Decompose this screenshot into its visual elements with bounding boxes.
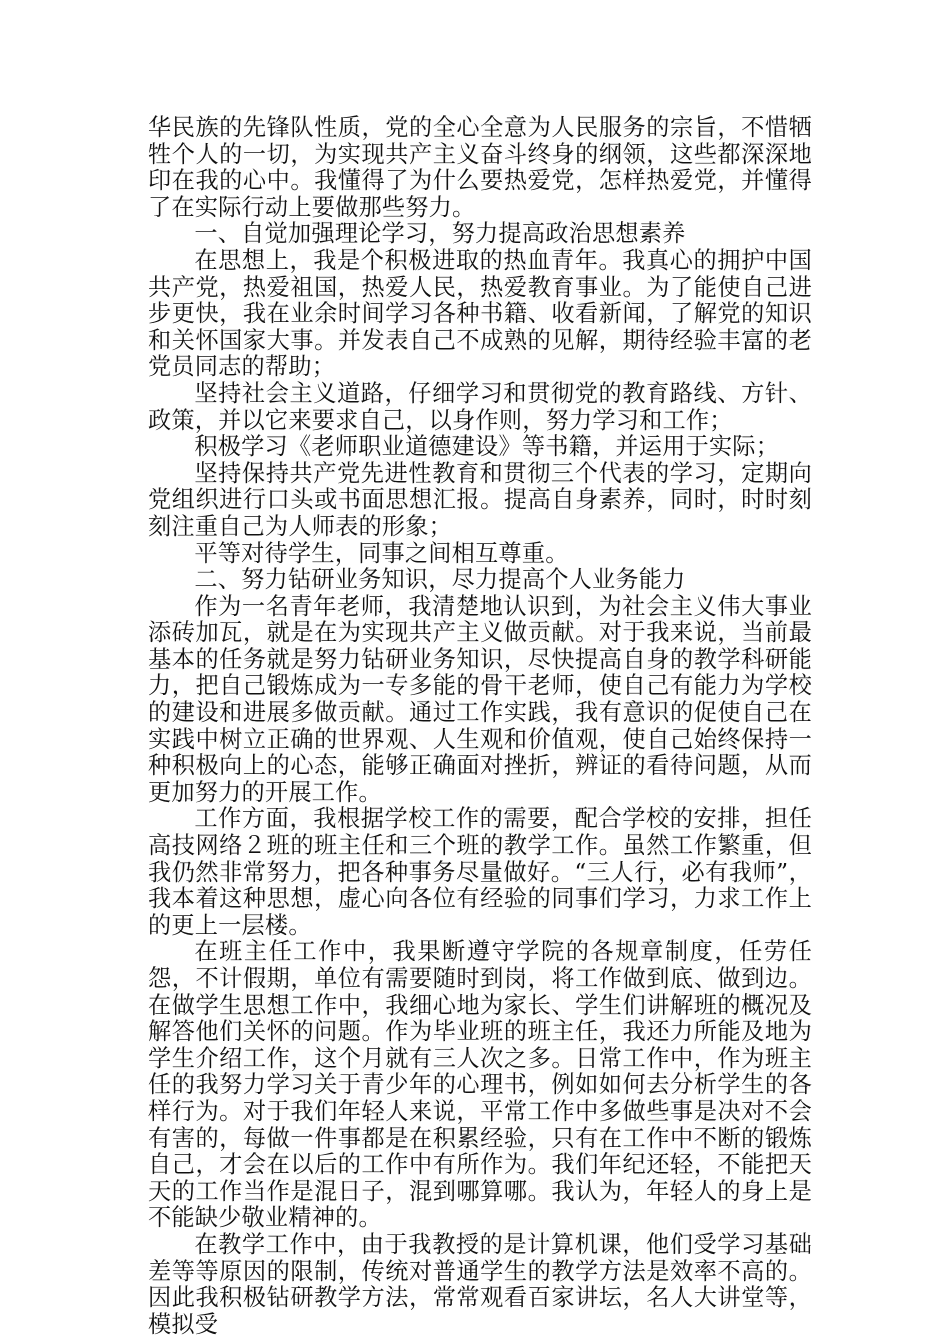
document-page (148, 115, 812, 1338)
paragraph-3: 坚持社会主义道路，仔细学习和贯彻党的教育路线、方针、政策，并以它来要求自己，以身作则，努力学习和工作； (148, 379, 812, 434)
paragraph-9: 在班主任工作中，我果断遵守学院的各规章制度，任劳任怨，不计假期，单位有需要随时到岗，将工作做到底、做到边。在做学生思想工作中，我细心地为家长、学生们讲解班的概况及解答他们关怀的问题。作为毕业班的班主任，我还力所能及地为学生介绍工作，这个月就有三人次之多。日常工作中，作为班主任的我努力学习关于青少年的心理书，例如如何去分析学生的各样行为。对于我们年轻人来说，平常工作中多做些事是决对不会有害的，每做一件事都是在积累经验，只有在工作中不断的锻炼自己，才会在以后的工作中有所作为。我们年纪还轻，不能把天天的工作当作是混日子，混到哪算哪。我认为，年轻人的身上是不能缺少敬业精神的。 (148, 938, 812, 1232)
paragraph-1: 华民族的先锋队性质，党的全心全意为人民服务的宗旨，不惜牺牲个人的一切，为实现共产主义奋斗终身的纲领，这些都深深地印在我的心中。我懂得了为什么要热爱党，怎样热爱党，并懂得了在实际行动上要做那些努力。 (148, 114, 812, 221)
paragraph-2: 在思想上，我是个积极进取的热血青年。我真心的拥护中国共产党，热爱祖国，热爱人民，热爱教育事业。为了能使自己进步更快，我在业余时间学习各种书籍、收看新闻，了解党的知识和关怀国家大事。并发表自己不成熟的见解，期待经验丰富的老党员同志的帮助； (148, 246, 812, 381)
section-heading-2: 二、努力钻研业务知识，尽力提高个人业务能力 (194, 566, 686, 594)
paragraph-5: 坚持保持共产党先进性教育和贯彻三个代表的学习，定期向党组织进行口头或书面思想汇报。提高自身素养，同时，时时刻刻注重自己为人师表的形象； (148, 459, 812, 540)
paragraph-4: 积极学习《老师职业道德建设》等书籍，并运用于实际； (194, 433, 780, 461)
paragraph-6: 平等对待学生，同事之间相互尊重。 (194, 539, 569, 567)
paragraph-8: 工作方面，我根据学校工作的需要，配合学校的安排，担任高技网络２班的班主任和三个班的教学工作。虽然工作繁重，但我仍然非常努力，把各种事务尽量做好。“三人行，必有我师”，我本着这种思想，虚心向各位有经验的同事们学习，力求工作上的更上一层楼。 (148, 805, 812, 939)
section-heading-1: 一、自觉加强理论学习，努力提高政治思想素养 (194, 220, 686, 248)
paragraph-10: 在教学工作中，由于我教授的是计算机课，他们受学习基础差等等原因的限制，传统对普通学生的教学方法是效率不高的。因此我积极钻研教学方法，常常观看百家讲坛，名人大讲堂等，模拟受 (148, 1230, 812, 1338)
paragraph-7: 作为一名青年老师，我清楚地认识到，为社会主义伟大事业添砖加瓦，就是在为实现共产主义做贡献。对于我来说，当前最基本的任务就是努力钻研业务知识，尽快提高自身的教学科研能力，把自己锻炼成为一专多能的骨干老师，使自己有能力为学校的建设和进展多做贡献。通过工作实践，我有意识的促使自己在实践中树立正确的世界观、人生观和价值观，使自己始终保持一种积极向上的心态，能够正确面对挫折，辨证的看待问题，从而更加努力的开展工作。 (148, 592, 812, 806)
